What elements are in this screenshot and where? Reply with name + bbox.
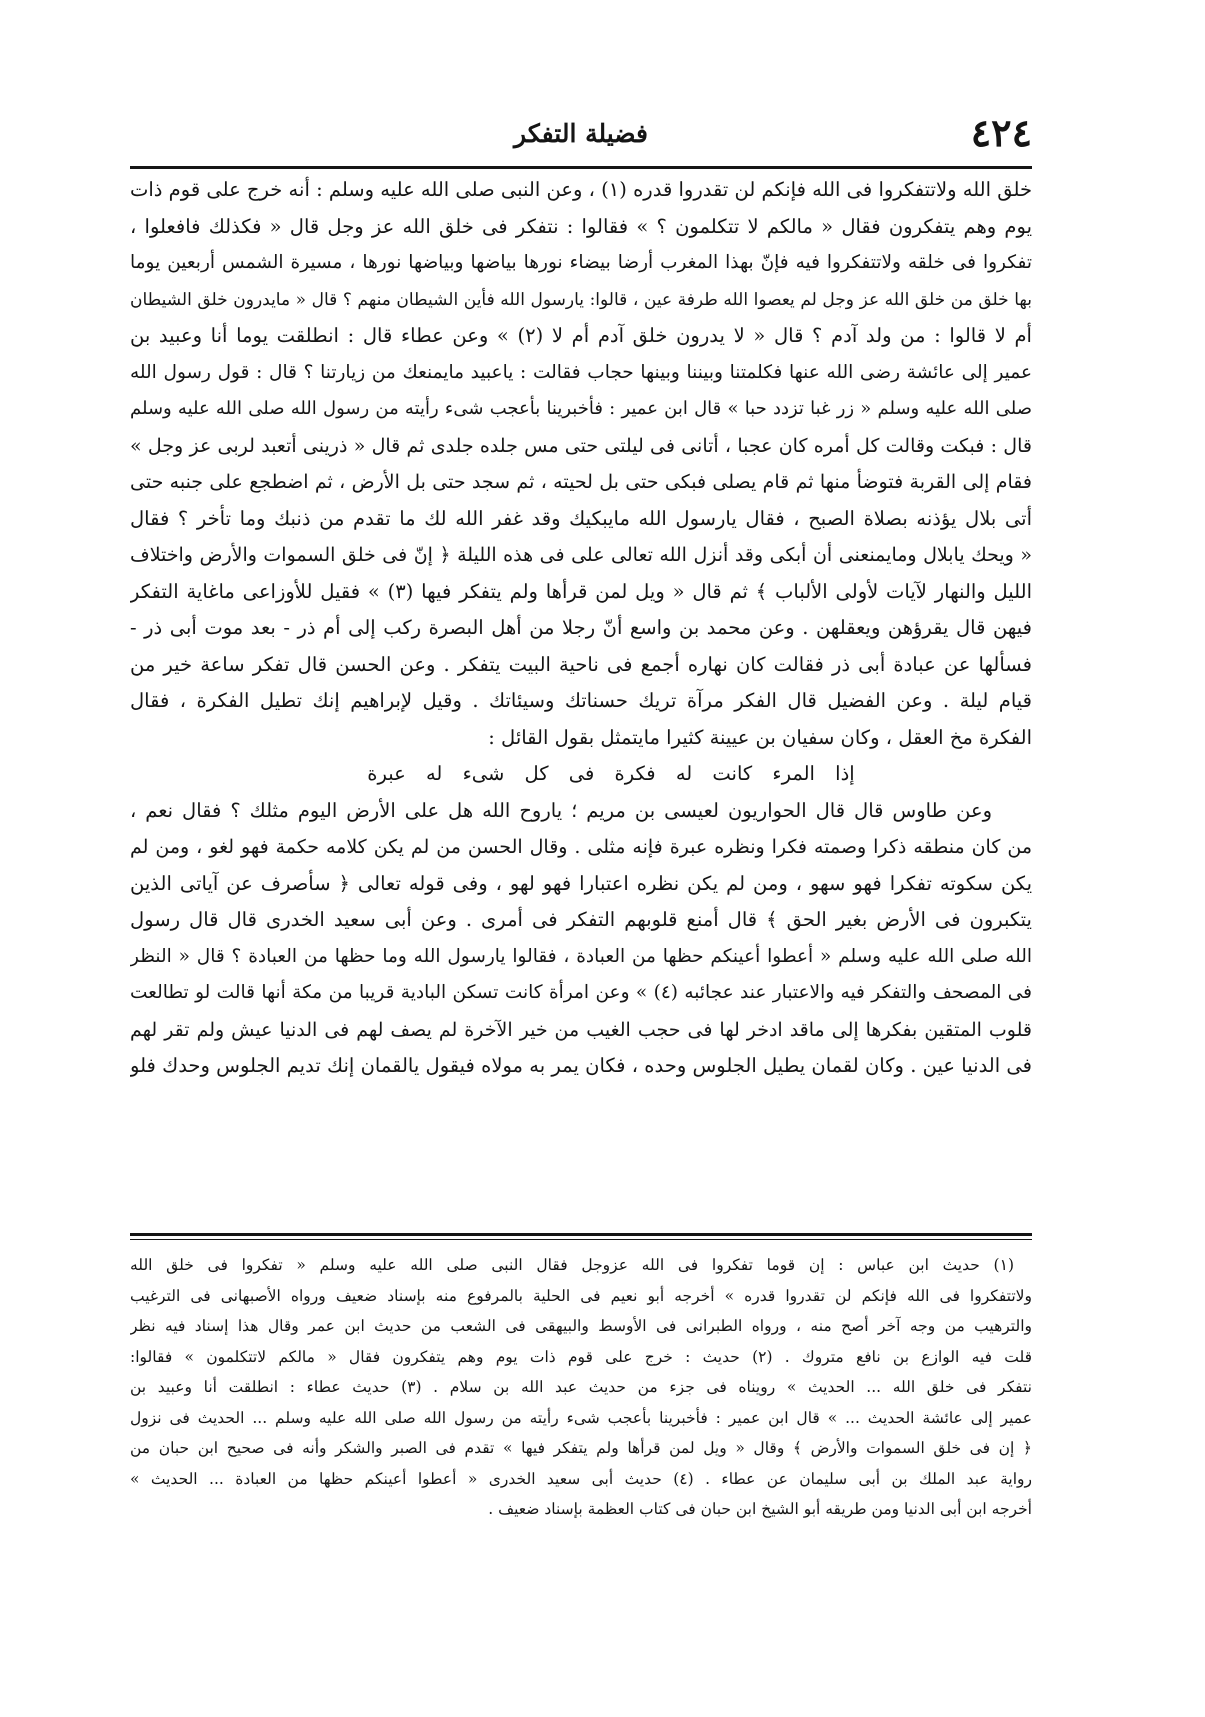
text-line: فى الدنيا عين . وكان لقمان يطيل الجلوس وحده ، فكان يمر به مولاه فيقول يالقمان إنك تديم الجلوس وحدك فلو [130, 1054, 1032, 1077]
main-text [130, 172, 1032, 1085]
text-line: عمير إلى عائشة رضى الله عنها فكلمتنا وبيننا وبينها حجاب فقالت : ياعبيد مايمنعك من زيارتنا ؟ قال : قول رسول الله [130, 361, 1032, 383]
text-line: خلق الله ولاتتفكروا فى الله فإنكم لن تقدروا قدره (١) ، وعن النبى صلى الله عليه وسلم : أنه خرج على قوم ذات [130, 178, 1032, 201]
text-line: فقام إلى القربة فتوضأ منها ثم قام يصلى فبكى حتى بل لحيته ، ثم سجد حتى بل الأرض ، ثم اضطجع على جنبه حتى [130, 471, 1032, 493]
footnote-line: والترهيب من وجه آخر أصح منه ، ورواه الطبرانى فى الأوسط والبيهقى فى الشعب من حديث ابن عمر وقال هذا إسناد فيه نظر [130, 1317, 1032, 1335]
text-line: فيهن قال يقرؤهن ويعقلهن . وعن محمد بن واسع أنّ رجلا من أهل البصرة ركب إلى أم ذر - بعد موت أبى ذر - [130, 616, 1032, 639]
text-line: قال : فبكت وقالت كل أمره كان عجبا ، أتانى فى ليلتى حتى مس جلده جلدى ثم قال « ذرينى أتعبد لربى عز وجل » [130, 434, 1032, 457]
text-line: تفكروا فى خلقه ولاتتفكروا فيه فإنّ بهذا المغرب أرضا بيضاء نورها بياضها وبياضها نورها ، مسيرة الشمس أربعين يوما [130, 252, 1032, 273]
footnote-line: أخرجه ابن أبى الدنيا ومن طريقه أبو الشيخ ابن حبان فى كتاب العظمة بإسناد ضعيف . [488, 1500, 1032, 1518]
text-line: أم لا قالوا : من ولد آدم ؟ قال « لا يدرون خلق آدم أم لا (٢) » وعن عطاء قال : انطلقت يوما أنا وعبيد بن [130, 324, 1032, 347]
page-header [130, 108, 1032, 166]
text-line: الليل والنهار لآيات لأولى الألباب ﴾ ثم قال « ويل لمن قرأها ولم يتفكر فيها (٣) » فقيل للأوزاعى ماغاية التفكر [130, 579, 1032, 603]
footnote-line: قلت فيه الوازع بن نافع متروك . (٢) حديث : خرج على قوم ذات يوم وهم يتفكرون فقال « مالكم لاتتكلمون » فقالوا: [130, 1347, 1032, 1366]
footnote-line: (١) حديث ابن عباس : إن قوما تفكروا فى الله عزوجل فقال النبى صلى الله عليه وسلم « تفكروا فى خلق الله [130, 1256, 1014, 1274]
text-line: يتكبرون فى الأرض بغير الحق ﴾ قال أمنع قلوبهم التفكر فى أمرى . وعن أبى سعيد الخدرى قال قال رسول [130, 908, 1032, 931]
text-line: يوم وهم يتفكرون فقال « مالكم لا تتكلمون ؟ » فقالوا : نتفكر فى خلق الله عز وجل قال « فكذلك فافعلوا ، [130, 214, 1032, 238]
text-line: وعن طاوس قال قال الحواريون لعيسى بن مريم ؛ ياروح الله هل على الأرض اليوم مثلك ؟ فقال نعم ، [130, 798, 992, 822]
footnote-rule-thin [130, 1239, 1032, 1240]
text-line: بها خلق من خلق الله عز وجل لم يعصوا الله طرفة عين ، قالوا: يارسول الله فأين الشيطان منهم ؟ قال « مايدرون خلق الشيطان [130, 289, 1032, 310]
page-number: ٤٢٤ [970, 110, 1032, 155]
footnote-line: نتفكر فى خلق الله ... الحديث » رويناه فى جزء من حديث عبد الله بن سلام . (٣) حديث عطاء : انطلقت أنا وعبيد بن [130, 1378, 1032, 1396]
text-line: الفكرة مخ العقل ، وكان سفيان بن عيينة كثيرا مايتمثل بقول القائل : [488, 725, 1032, 749]
text-line: قيام ليلة . وعن الفضيل قال الفكر مرآة تريك حسناتك وسيئاتك . وقيل لإبراهيم إنك تطيل الفكرة ، فقال [130, 689, 1032, 712]
text-line: الله صلى الله عليه وسلم « أعطوا أعينكم حظها من العبادة ، فقالوا يارسول الله وما حظها من العبادة ؟ قال « النظر [130, 945, 1032, 967]
text-line: صلى الله عليه وسلم « زر غبا تزدد حبا » قال ابن عمير : فأخبرينا بأعجب شىء رأيته من رسول الله صلى الله عليه وسلم [130, 398, 1032, 419]
footnote-rule [130, 1233, 1032, 1236]
footnote-line: رواية عبد الملك بن أبى سليمان عن عطاء . (٤) حديث أبى سعيد الخدرى « أعطوا أعينكم حظها من العبادة ... الحديث » [130, 1469, 1032, 1488]
text-line: فى المصحف والتفكر فيه والاعتبار عند عجائبه (٤) » وعن امرأة كانت تسكن البادية قريبا من مكة أنها قالت لو تطالعت [130, 982, 1032, 1003]
page-title: فضيلة التفكر [514, 119, 648, 148]
footnote-line: ولاتتفكروا فى الله فإنكم لن تقدروا قدره » أخرجه أبو نعيم فى الحلية بالمرفوع منه بإسناد ضعيف ورواه الأصبهانى فى الترغيب [130, 1286, 1032, 1305]
header-rule [130, 166, 1032, 169]
text-line: قلوب المتقين بفكرها إلى ماقد ادخر لها فى حجب الغيب من خير الآخرة لم يصف لهم فى الدنيا عيش ولم تقر لهم [130, 1018, 1032, 1041]
text-line: « ويحك يابلال ومايمنعنى أن أبكى وقد أنزل الله تعالى على فى هذه الليلة ﴿ إنّ فى خلق السموات والأرض واختلاف [130, 544, 1032, 566]
footnote-line: عمير إلى عائشة الحديث ... » قال ابن عمير : فأخبرينا بأعجب شىء رأيته من رسول الله صلى الله عليه وسلم ... الحديث فى نزول [130, 1408, 1032, 1427]
text-line: من كان منطقه ذكرا وصمته فكرا ونظره عبرة فإنه مثلى . وقال الحسن من لم يكن كلامه حكمة فهو لغو ، ومن لم [130, 836, 1032, 858]
verse-line: إذا المرء كانت له فكرة فى كل شىء له عبرة [367, 762, 855, 785]
text-line: أتى بلال يؤذنه بصلاة الصبح ، فقال يارسول الله مايبكيك وقد غفر الله لك ما تقدم من ذنبك وما تأخر ؟ فقال [130, 506, 1032, 530]
text-line: يكن سكوته تفكرا فهو سهو ، ومن لم يكن نظره اعتبارا فهو لهو ، وفى قوله تعالى ﴿ سأصرف عن آياتى الذين [130, 871, 1032, 895]
text-line: فسألها عن عبادة أبى ذر فقالت كان نهاره أجمع فى ناحية البيت يتفكر . وعن الحسن قال تفكر ساعة خير من [130, 652, 1032, 676]
footnotes [130, 1250, 1032, 1525]
footnote-line: ﴿ إن فى خلق السموات والأرض ﴾ وقال « ويل لمن قرأها ولم يتفكر فيها » تقدم فى الصبر والشكر وأنه فى صحيح ابن حبان من [130, 1439, 1032, 1457]
